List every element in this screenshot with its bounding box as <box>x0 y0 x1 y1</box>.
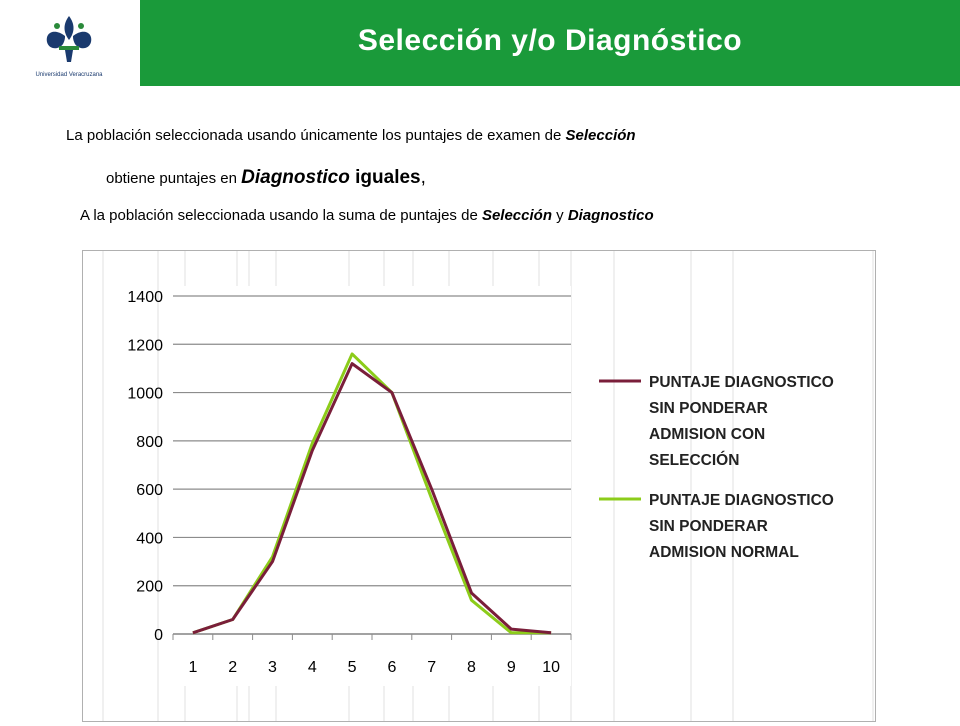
y-tick-label-1: 200 <box>136 579 163 596</box>
y-tick-label-2: 400 <box>136 530 163 547</box>
line2-bold: iguales <box>350 167 421 188</box>
y-tick-label-5: 1000 <box>127 386 163 403</box>
page-title: Selección y/o Diagnóstico <box>140 24 960 58</box>
x-tick-label-9: 10 <box>542 659 560 676</box>
legend-label-0-line-0: PUNTAJE DIAGNOSTICO <box>649 374 834 391</box>
line1-emphasis: Selección <box>566 127 636 144</box>
plot-area <box>173 286 571 686</box>
x-tick-label-4: 5 <box>348 659 357 676</box>
y-tick-label-6: 1200 <box>127 337 163 354</box>
text-line-1 <box>66 127 636 144</box>
x-tick-label-8: 9 <box>507 659 516 676</box>
x-tick-label-7: 8 <box>467 659 476 676</box>
line2-text: obtiene puntajes en <box>106 170 241 187</box>
line-chart <box>83 251 875 721</box>
y-tick-label-4: 800 <box>136 434 163 451</box>
legend-label-0-line-2: ADMISION CON <box>649 426 765 443</box>
legend-label-0-line-3: SELECCIÓN <box>649 451 739 469</box>
text-line-3 <box>80 207 654 224</box>
logo-caption: Universidad Veracruzana <box>10 72 128 78</box>
line2-emphasis: Diagnostico <box>241 167 350 188</box>
legend-label-0-line-1: SIN PONDERAR <box>649 400 768 417</box>
text-line-2 <box>106 167 426 189</box>
x-tick-label-3: 4 <box>308 659 317 676</box>
y-tick-label-7: 1400 <box>127 289 163 306</box>
legend-label-1-line-0: PUNTAJE DIAGNOSTICO <box>649 492 834 509</box>
line1-text: La población seleccionada usando únicamente los puntajes de examen de <box>66 127 566 144</box>
legend-label-1-line-1: SIN PONDERAR <box>649 518 768 535</box>
line3-mid: y <box>552 207 568 224</box>
chart-frame <box>82 250 876 722</box>
legend-label-1-line-2: ADMISION NORMAL <box>649 544 799 561</box>
x-tick-label-6: 7 <box>427 659 436 676</box>
line2-end: , <box>421 167 426 188</box>
y-tick-label-3: 600 <box>136 482 163 499</box>
x-tick-label-5: 6 <box>387 659 396 676</box>
line3-text: A la población seleccionada usando la suma de puntajes de <box>80 207 482 224</box>
university-logo <box>0 0 138 86</box>
line3-emphasis-1: Selección <box>482 207 552 224</box>
x-tick-label-2: 3 <box>268 659 277 676</box>
x-tick-label-1: 2 <box>228 659 237 676</box>
x-tick-label-0: 1 <box>188 659 197 676</box>
line3-emphasis-2: Diagnostico <box>568 207 654 224</box>
title-bar <box>140 0 960 86</box>
y-tick-label-0: 0 <box>154 627 163 644</box>
